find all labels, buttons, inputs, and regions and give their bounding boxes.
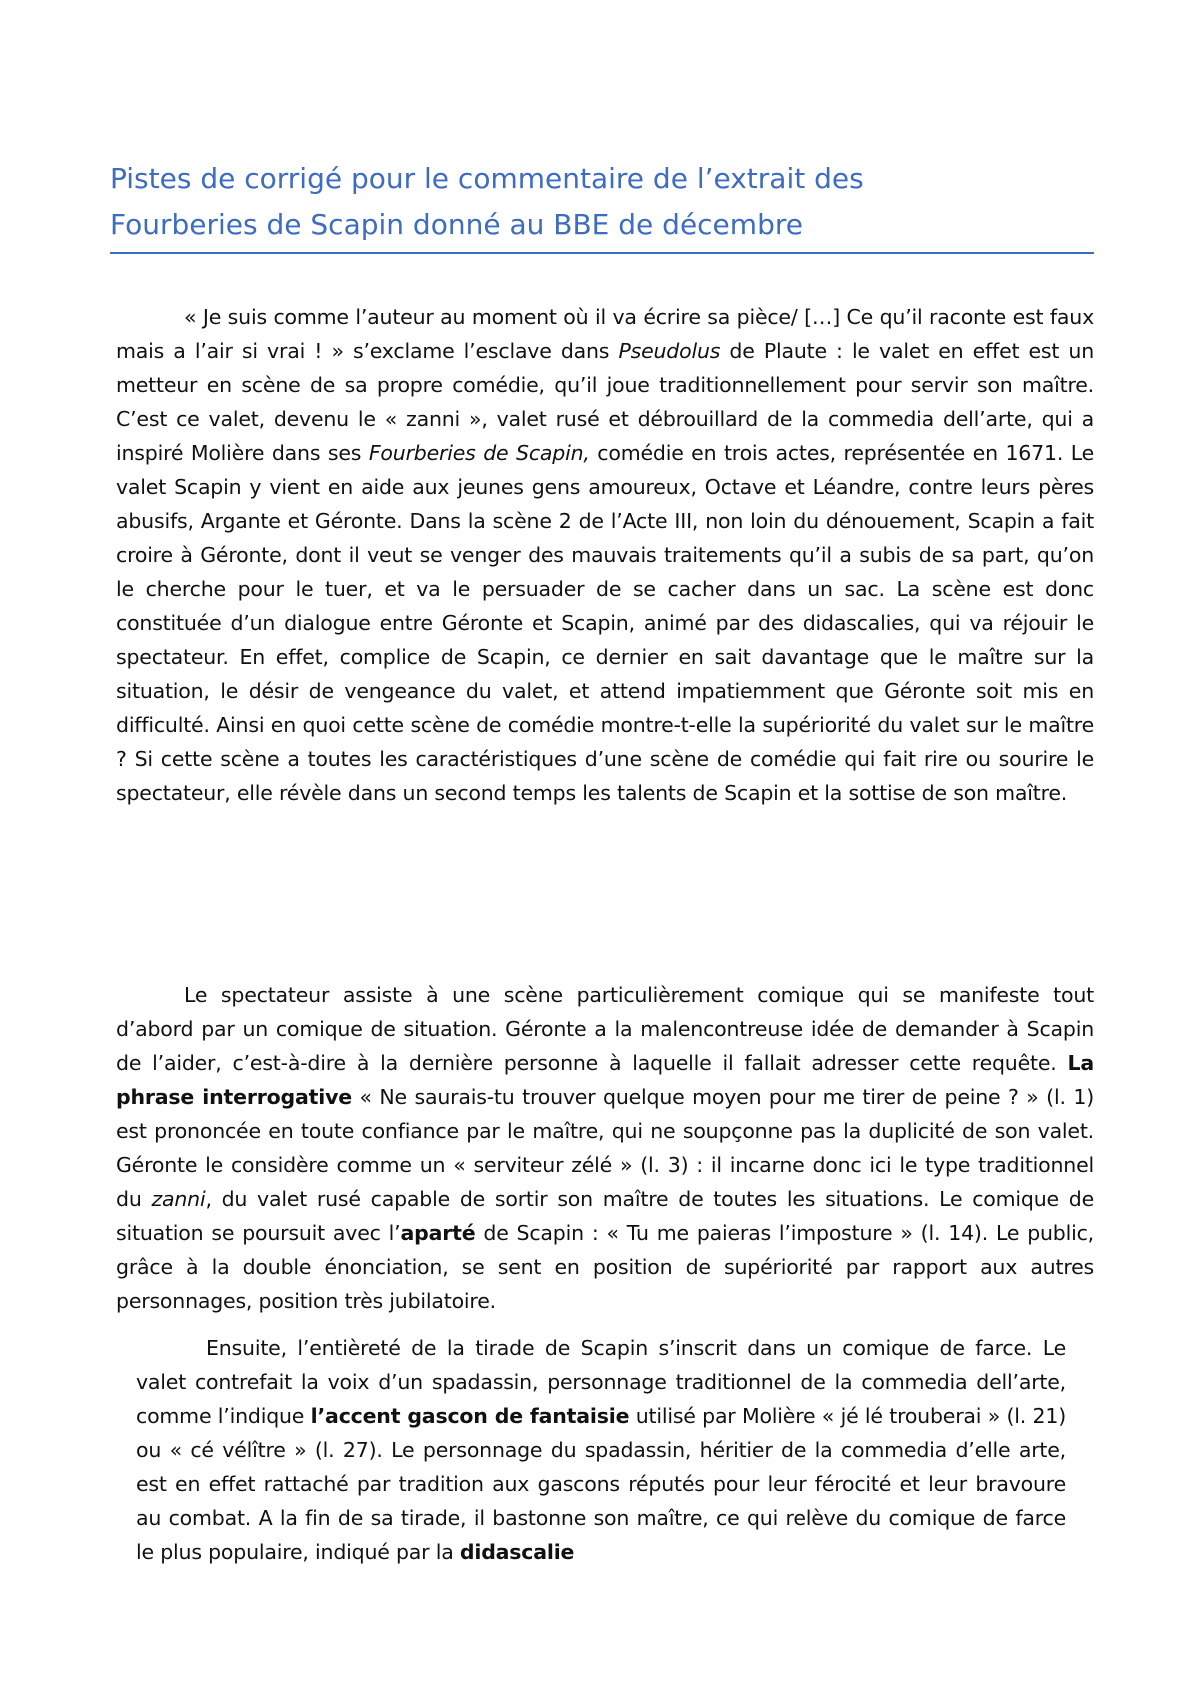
introduction-paragraph — [116, 300, 1094, 810]
part1-bold-interrogative: La phrase interrogative — [116, 1051, 1094, 1109]
intro-work-title-fourberies: Fourberies de Scapin, — [368, 441, 590, 465]
title-line-2: Fourberies de Scapin donné au BBE de décembre — [110, 208, 803, 241]
part1-text-3: , du valet rusé capable de sortir son maître de toutes les situations. Le comique de situation se poursuit avec l’ — [116, 1187, 1094, 1245]
title-block — [110, 156, 1094, 254]
part1-text-1: Le spectateur assiste à une scène particulièrement comique qui se manifeste tout d’abord par un comique de situation. Géronte a la malencontreuse idée de demander à Scapin de l’aider, c’est-à-dire à la dernière personne à laquelle il fallait adresser cette requête. — [116, 983, 1094, 1075]
part2-bold-didascalie: didascalie — [459, 1540, 575, 1564]
part2-text-2: utilisé par Molière « jé lé trouberai » (l. 21) ou « cé vélître » (l. 27). Le personnage du spadassin, héritier de la commedia d’elle arte, est en effet rattaché par tradition aux gascons réputés pour leur férocité et leur bravoure au combat. A la fin de sa tirade, il bastonne son maître, ce qui relève du comique de farce le plus populaire, indiqué par la — [136, 1404, 1066, 1564]
intro-text-3: comédie en trois actes, représentée en 1671. Le valet Scapin y vient en aide aux jeunes gens amoureux, Octave et Léandre, contre leurs pères abusifs, Argante et Géronte. Dans la scène 2 de l’Acte III, non loin du dénouement, Scapin a fait croire à Géronte, dont il veut se venger des mauvais traitements qu’il a subis de sa part, qu’on le cherche pour le tuer, et va le persuader de se cacher dans un sac. La scène est donc constituée d’un dialogue entre Géronte et Scapin, animé par des didascalies, qui va réjouir le spectateur. En effet, complice de Scapin, ce dernier en sait davantage que le maître sur la situation, le désir de vengeance du valet, et attend impatiemment que Géronte soit mis en difficulté. Ainsi en quoi cette scène de comédie montre-t-elle la supériorité du valet sur le maître ? Si cette scène a toutes les caractéristiques d’une scène de comédie qui fait rire ou sourire le spectateur, elle révèle dans un second temps les talents de Scapin et la sottise de son maître. — [116, 441, 1094, 805]
part1-text-2: « Ne saurais-tu trouver quelque moyen pour me tirer de peine ? » (l. 1) est prononcée en toute confiance par le maître, qui ne soupçonne pas la duplicité de son valet. Géronte le considère comme un « serviteur zélé » (l. 3) : il incarne donc ici le type traditionnel du — [116, 1085, 1094, 1211]
intro-work-title-pseudolus: Pseudolus — [618, 339, 721, 363]
intro-text-2: de Plaute : le valet en effet est un metteur en scène de sa propre comédie, qu’il joue traditionnellement pour servir son maître. C’est ce valet, devenu le « zanni », valet rusé et débrouillard de la commedia dell’arte, qui a inspiré Molière dans ses — [116, 339, 1094, 465]
first-part-paragraph — [116, 978, 1094, 1318]
part1-italic-zanni: zanni — [151, 1187, 206, 1211]
document-title — [110, 156, 1094, 248]
second-part-paragraph — [136, 1331, 1066, 1569]
part2-text-1: Ensuite, l’entièreté de la tirade de Scapin s’inscrit dans un comique de farce. Le valet contrefait la voix d’un spadassin, personnage traditionnel de la commedia dell’arte, comme l’indique — [136, 1336, 1066, 1428]
title-line-1: Pistes de corrigé pour le commentaire de l’extrait des — [110, 162, 864, 195]
part2-bold-accent: l’accent gascon de fantaisie — [310, 1404, 630, 1428]
part1-text-4: de Scapin : « Tu me paieras l’imposture » (l. 14). Le public, grâce à la double énonciation, se sent en position de supériorité par rapport aux autres personnages, position très jubilatoire. — [116, 1221, 1094, 1313]
part1-bold-aparte: aparté — [400, 1221, 476, 1245]
intro-text-1: « Je suis comme l’auteur au moment où il va écrire sa pièce/ […] Ce qu’il raconte est faux mais a l’air si vrai ! » s’exclame l’esclave dans — [116, 305, 1094, 363]
